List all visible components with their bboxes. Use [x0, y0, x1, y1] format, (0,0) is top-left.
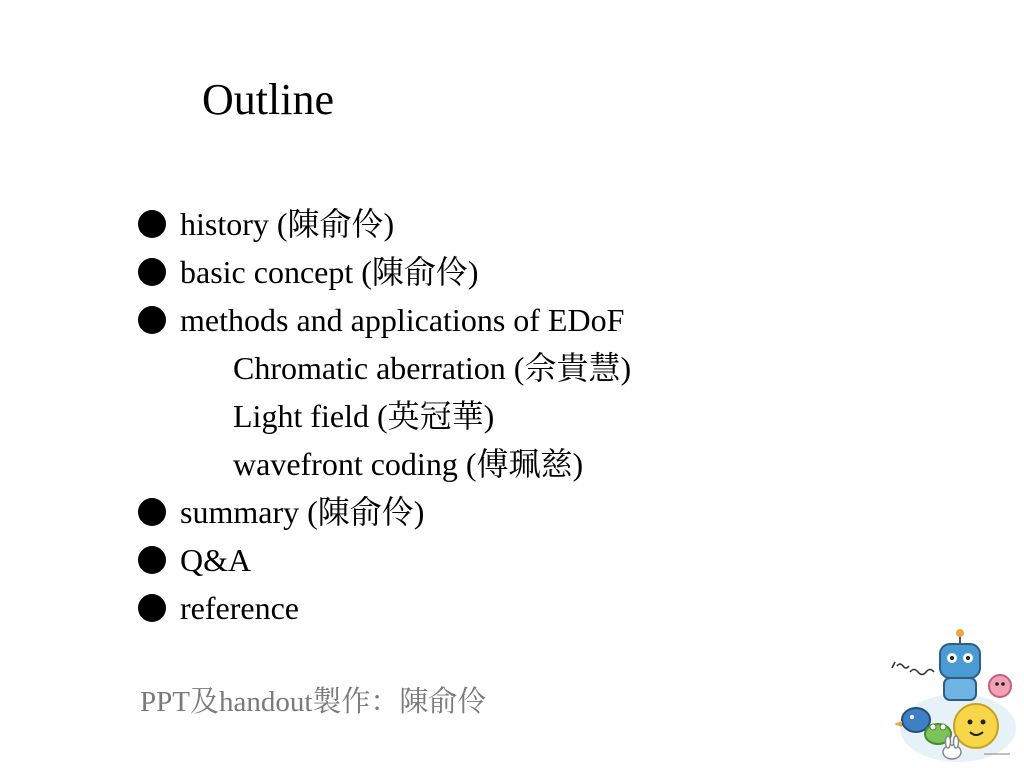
outline-subitem-label: Chromatic aberration (佘貴慧) [233, 350, 632, 386]
bullet-icon [138, 258, 166, 286]
bullet-icon [138, 594, 166, 622]
outline-item-summary [130, 488, 631, 536]
outline-item-label: reference [180, 590, 299, 626]
outline-item-basic-concept [130, 248, 631, 296]
outline-subitem-label: wavefront coding (傅珮慈) [233, 446, 584, 482]
rainbow-characters-illustration [888, 628, 1018, 762]
outline-item-label: methods and applications of EDoF [180, 302, 625, 338]
slide-title: Outline [202, 75, 334, 124]
outline-item-label: summary (陳俞伶) [180, 494, 425, 530]
outline-item-reference [130, 584, 631, 632]
outline-subitem-wavefront-coding [130, 440, 631, 488]
outline-subitem-light-field [130, 392, 631, 440]
bullet-icon [138, 306, 166, 334]
outline-subitem-label: Light field (英冠華) [233, 398, 495, 434]
outline-item-label: history (陳俞伶) [180, 206, 395, 242]
outline-item-label: Q&A [180, 542, 252, 578]
outline-item-qa [130, 536, 631, 584]
outline-subitem-chromatic-aberration [130, 344, 631, 392]
bullet-icon [138, 498, 166, 526]
outline-item-label: basic concept (陳俞伶) [180, 254, 479, 290]
outline-item-methods [130, 296, 631, 344]
bullet-icon [138, 546, 166, 574]
outline-list [130, 200, 631, 632]
bullet-icon [138, 210, 166, 238]
footer-credit: PPT及handout製作：陳俞伶 [140, 686, 487, 718]
outline-item-history [130, 200, 631, 248]
